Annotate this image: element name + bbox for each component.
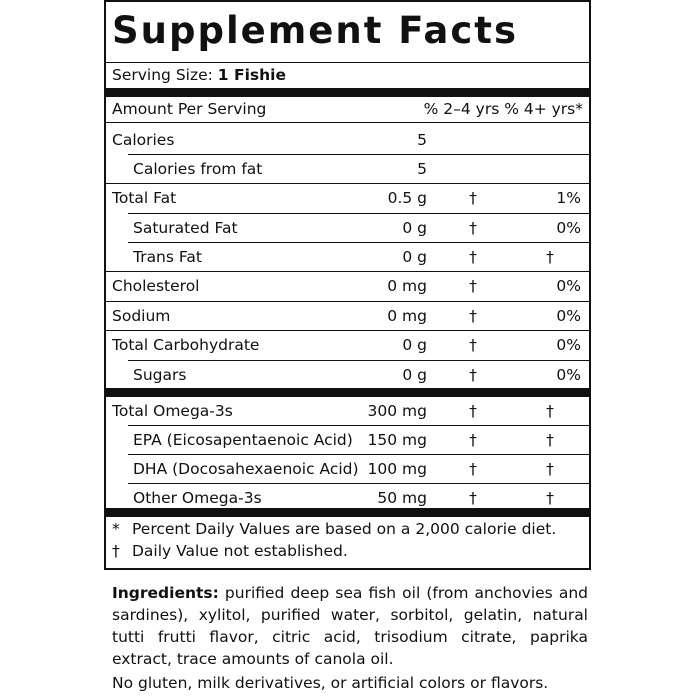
daily-value-2-4-yrs: † — [469, 431, 477, 449]
daily-value-4-plus-yrs: 0% — [556, 219, 581, 237]
rule-under-header — [106, 122, 589, 123]
ingredients-label: Ingredients: — [112, 584, 219, 602]
nutrient-amount: 50 mg — [377, 489, 427, 507]
nutrient-amount: 0.5 g — [387, 189, 427, 207]
footnote-percent-dv — [112, 518, 556, 540]
nutrient-name: Total Fat — [112, 189, 177, 207]
header-amount-per-serving: Amount Per Serving — [112, 100, 267, 118]
footnote-dv-not-established — [112, 540, 348, 562]
daily-value-2-4-yrs: † — [469, 248, 477, 266]
nutrient-name: Sodium — [112, 307, 171, 325]
row-separator — [128, 454, 589, 455]
panel-title: Supplement Facts — [112, 9, 519, 52]
nutrient-name: Total Carbohydrate — [112, 336, 260, 354]
daily-value-2-4-yrs: † — [469, 189, 477, 207]
row-separator — [106, 330, 589, 331]
daily-value-2-4-yrs: † — [469, 336, 477, 354]
nutrient-amount: 100 mg — [367, 460, 427, 478]
serving-size-label: Serving Size: — [112, 66, 213, 84]
rule-thick-bottom — [106, 508, 589, 517]
rule-under-title — [106, 62, 589, 63]
daily-value-2-4-yrs: † — [469, 460, 477, 478]
daily-value-4-plus-yrs: † — [546, 431, 554, 449]
daily-value-4-plus-yrs: 0% — [556, 277, 581, 295]
daily-value-4-plus-yrs: † — [546, 489, 554, 507]
row-separator — [128, 425, 589, 426]
nutrient-amount: 0 g — [402, 336, 427, 354]
rule-thick-top — [106, 88, 589, 97]
serving-size-value: 1 Fishie — [217, 66, 286, 84]
nutrient-name: EPA (Eicosapentaenoic Acid) — [133, 431, 353, 449]
row-separator — [128, 154, 589, 155]
daily-value-4-plus-yrs: † — [546, 248, 554, 266]
daily-value-2-4-yrs: † — [469, 489, 477, 507]
nutrient-amount: 150 mg — [367, 431, 427, 449]
free-from-statement: No gluten, milk derivatives, or artificial colors or flavors. — [112, 674, 549, 692]
daily-value-4-plus-yrs: 0% — [556, 366, 581, 384]
nutrient-amount: 0 mg — [387, 307, 427, 325]
nutrient-amount: 0 mg — [387, 277, 427, 295]
footnote-symbol: † — [112, 542, 120, 560]
header-daily-value-columns: % 2–4 yrs % 4+ yrs* — [423, 100, 583, 118]
daily-value-2-4-yrs: † — [469, 277, 477, 295]
footnote-text: Percent Daily Values are based on a 2,000 calorie diet. — [132, 520, 557, 538]
nutrient-amount: 0 g — [402, 366, 427, 384]
row-separator — [106, 301, 589, 302]
nutrient-name: Total Omega-3s — [112, 402, 233, 420]
daily-value-2-4-yrs: † — [469, 219, 477, 237]
rule-thick-mid — [106, 388, 589, 397]
daily-value-4-plus-yrs: † — [546, 460, 554, 478]
nutrient-name: Calories from fat — [133, 160, 263, 178]
ingredients-text: purified deep sea fish oil (from anchovies and sardines), xylitol, purified water, sorbitol, gelatin, natural tutti frutti flavor, citric acid, trisodium citrate, paprika extract, trace amounts of canola oil. — [112, 584, 588, 668]
serving-size — [112, 64, 286, 86]
nutrient-name: DHA (Docosahexaenoic Acid) — [133, 460, 359, 478]
nutrient-amount: 300 mg — [367, 402, 427, 420]
nutrient-amount: 5 — [417, 131, 427, 149]
daily-value-2-4-yrs: † — [469, 307, 477, 325]
nutrient-amount: 0 g — [402, 219, 427, 237]
nutrient-name: Sugars — [133, 366, 187, 384]
row-separator — [106, 271, 589, 272]
row-separator — [128, 360, 589, 361]
nutrient-name: Cholesterol — [112, 277, 200, 295]
nutrient-amount: 5 — [417, 160, 427, 178]
daily-value-4-plus-yrs: 1% — [556, 189, 581, 207]
daily-value-2-4-yrs: † — [469, 366, 477, 384]
nutrient-name: Saturated Fat — [133, 219, 238, 237]
daily-value-4-plus-yrs: † — [546, 402, 554, 420]
supplement-facts-panel — [104, 0, 591, 570]
nutrient-name: Calories — [112, 131, 175, 149]
footnote-text: Daily Value not established. — [132, 542, 348, 560]
daily-value-2-4-yrs: † — [469, 402, 477, 420]
row-separator — [128, 483, 589, 484]
nutrient-name: Other Omega-3s — [133, 489, 262, 507]
row-separator — [128, 213, 589, 214]
row-separator — [106, 183, 589, 184]
daily-value-4-plus-yrs: 0% — [556, 336, 581, 354]
daily-value-4-plus-yrs: 0% — [556, 307, 581, 325]
nutrient-name: Trans Fat — [133, 248, 202, 266]
footnote-symbol: * — [112, 520, 120, 538]
ingredients-statement — [112, 582, 588, 670]
nutrient-amount: 0 g — [402, 248, 427, 266]
row-separator — [128, 242, 589, 243]
